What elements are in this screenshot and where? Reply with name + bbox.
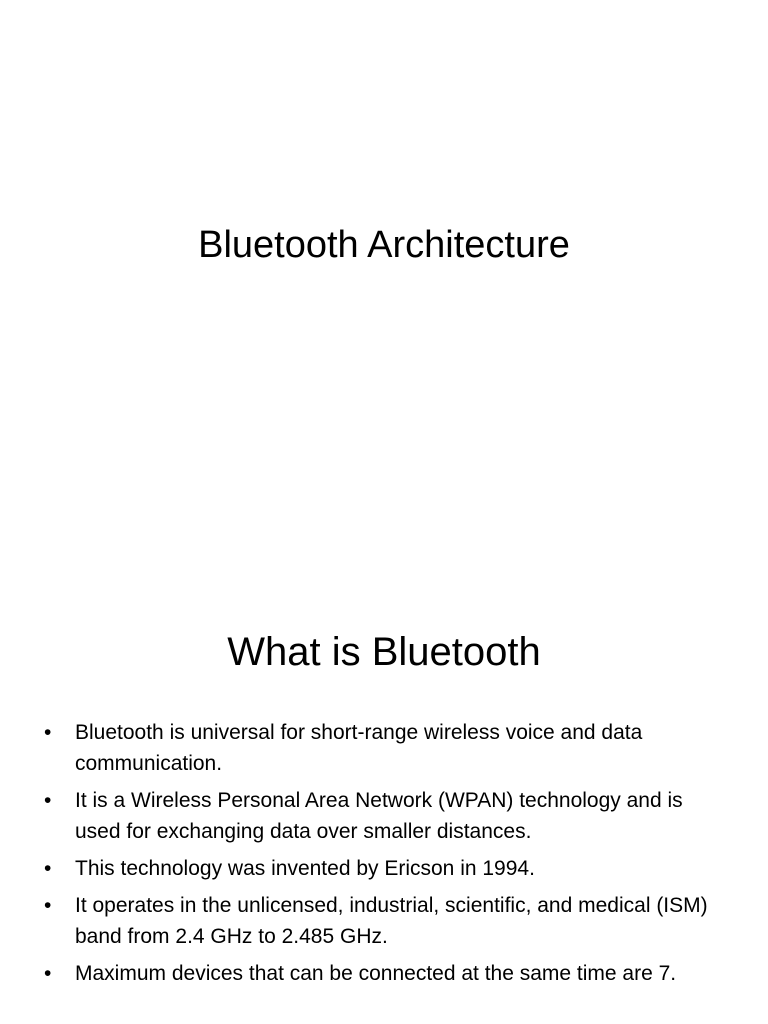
bullet-item bbox=[44, 890, 714, 952]
slide-title: Bluetooth Architecture bbox=[198, 224, 570, 266]
content-slide bbox=[0, 576, 768, 1024]
bullet-text: This technology was invented by Ericson in 1994. bbox=[75, 857, 535, 880]
bullet-dot-icon: • bbox=[44, 721, 52, 744]
slide-heading: What is Bluetooth bbox=[227, 630, 541, 674]
bullet-dot-icon: • bbox=[44, 894, 52, 917]
bullet-text: Maximum devices that can be connected at the same time are 7. bbox=[75, 962, 677, 985]
bullet-text: It is a Wireless Personal Area Network (WPAN) technology and is used for exchanging data over smaller distances. bbox=[75, 789, 683, 843]
bullet-item bbox=[44, 958, 714, 989]
bullet-item bbox=[44, 785, 714, 847]
bullet-text: It operates in the unlicensed, industrial, scientific, and medical (ISM) band from 2.4 GHz to 2.485 GHz. bbox=[75, 894, 708, 948]
bullet-list bbox=[44, 717, 714, 995]
bullet-dot-icon: • bbox=[44, 962, 52, 985]
bullet-dot-icon: • bbox=[44, 789, 52, 812]
bullet-item bbox=[44, 853, 714, 884]
bullet-item bbox=[44, 717, 714, 779]
bullet-dot-icon: • bbox=[44, 857, 52, 880]
bullet-text: Bluetooth is universal for short-range wireless voice and data communication. bbox=[75, 721, 643, 775]
